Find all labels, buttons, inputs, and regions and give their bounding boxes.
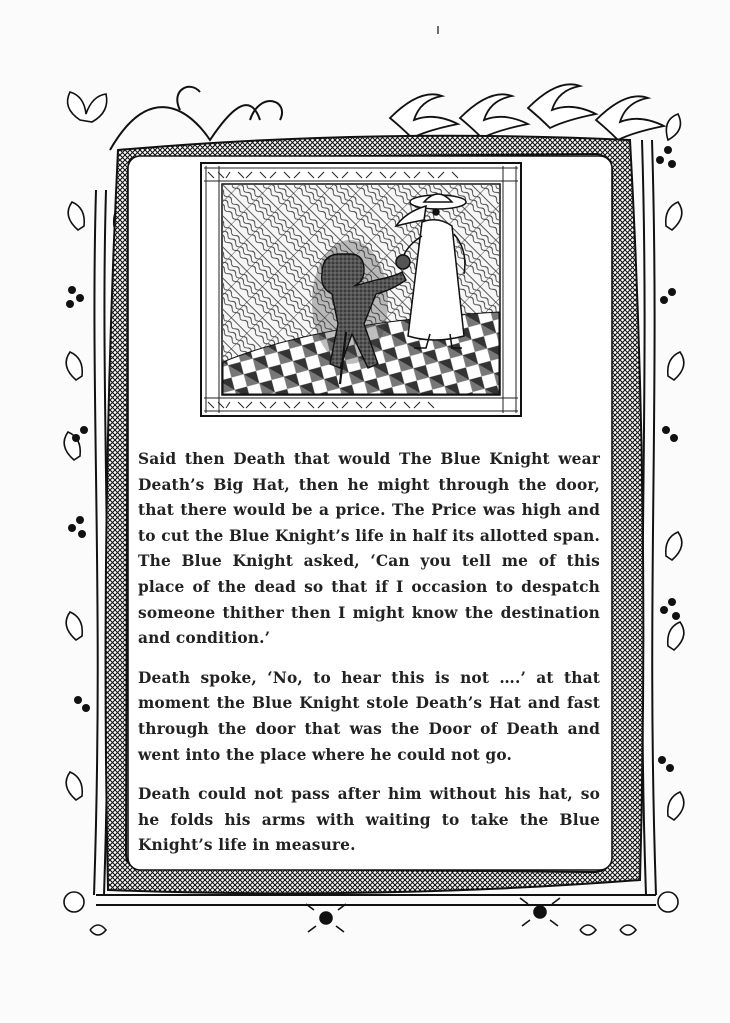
paragraph-1: Said then Death that would The Blue Knight wear Death’s Big Hat, then he might through the door, that there would be a price. The Price was high and to cut the Blue Knight’s life in half its allotted span. The Blue Knight asked, ‘Can you tell me of this place of the dead so that if I occasion to despatch someone thither then I might know the destination and condition.’ bbox=[138, 450, 600, 648]
artist-signature: ~ bbox=[476, 375, 482, 382]
paragraph-3: Death could not pass after him without his hat, so he folds his arms with waiting to take the Blue Knight’s life in measure. bbox=[138, 785, 600, 855]
swallow-birds bbox=[390, 84, 664, 140]
paragraph-2: Death spoke, ‘No, to hear this is not ….’ at that moment the Blue Knight stole Death’s Hat and fast through the door that was the Door of Death and went into the place where he could not go. bbox=[138, 668, 600, 764]
bottom-decorations bbox=[64, 892, 678, 935]
story-illustration bbox=[200, 162, 522, 417]
story-text bbox=[138, 447, 600, 859]
